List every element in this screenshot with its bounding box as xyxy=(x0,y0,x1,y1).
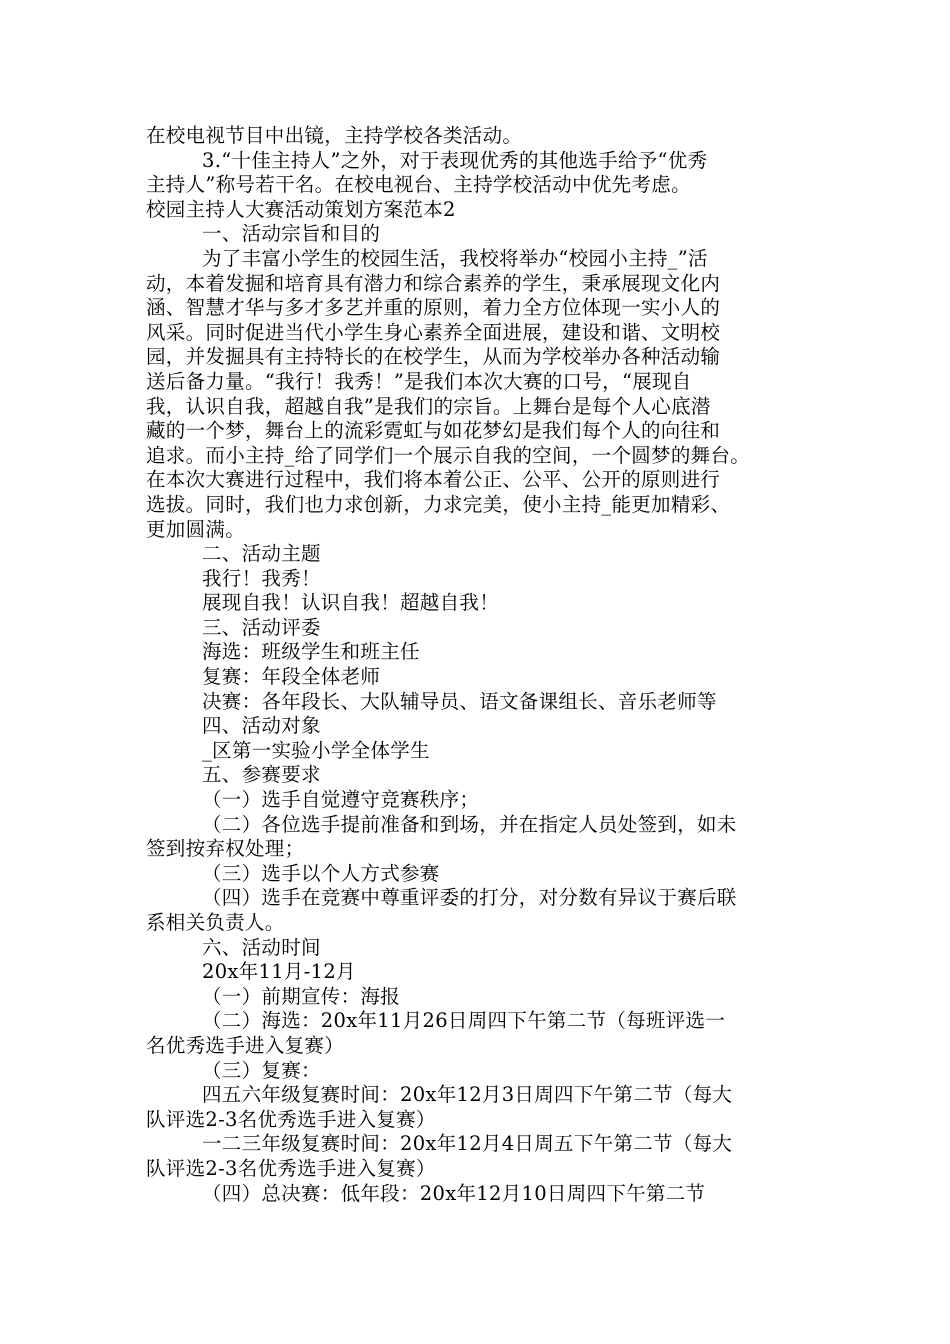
text-line: 队评选2-3名优秀选手进入复赛） xyxy=(146,1107,436,1131)
text-line: 复赛：年段全体老师 xyxy=(202,665,381,689)
text-line: 在校电视节目中出镜，主持学校各类活动。 xyxy=(146,124,523,147)
text-line: 队评选2-3名优秀选手进入复赛） xyxy=(146,1156,436,1180)
text-line: 追求。而小主持_给了同学们一个展示自我的空间，一个圆梦的舞台。 xyxy=(146,443,751,467)
text-line: 动，本着发掘和培育具有潜力和综合素养的学生，秉承展现文化内 xyxy=(146,271,721,295)
text-line: 五、参赛要求 xyxy=(202,763,321,787)
text-line: 名优秀选手进入复赛） xyxy=(146,1033,345,1057)
text-line: 在本次大赛进行过程中，我们将本着公正、公平、公开的原则进行 xyxy=(146,468,721,492)
text-line: _区第一实验小学全体学生 xyxy=(202,738,430,762)
text-line: （一）前期宣传：海报 xyxy=(202,984,401,1008)
text-line: 三、活动评委 xyxy=(202,615,321,639)
text-line: 20x年11月-12月 xyxy=(202,960,356,984)
text-line: 校园主持人大赛活动策划方案范本2 xyxy=(146,197,456,221)
text-line: 送后备力量。“我行！我秀！”是我们本次大赛的口号，“展现自 xyxy=(146,369,692,393)
text-line: 藏的一个梦，舞台上的流彩霓虹与如花梦幻是我们每个人的向往和 xyxy=(146,419,721,443)
text-line: 一、活动宗旨和目的 xyxy=(202,222,381,246)
text-line: （二）各位选手提前准备和到场，并在指定人员处签到，如未 xyxy=(202,812,737,836)
document-body xyxy=(146,124,826,1206)
text-line: 主持人”称号若干名。在校电视台、主持学校活动中优先考虑。 xyxy=(146,173,691,197)
text-line: 四、活动对象 xyxy=(202,714,321,738)
text-line: 风采。同时促进当代小学生身心素养全面进展，建设和谐、文明校 xyxy=(146,320,721,344)
text-line: 涵、智慧才华与多才多艺并重的原则，着力全方位体现一实小人的 xyxy=(146,296,721,320)
text-line: 签到按弃权处理； xyxy=(146,837,305,861)
text-line: 决赛：各年段长、大队辅导员、语文备课组长、音乐老师等 xyxy=(202,689,717,713)
text-line: 六、活动时间 xyxy=(202,935,321,959)
text-line: 3.“十佳主持人”之外，对于表现优秀的其他选手给予“优秀 xyxy=(202,148,708,172)
text-line: （二）海选：20x年11月26日周四下午第二节（每班评选一 xyxy=(202,1009,726,1033)
text-line: 展现自我！认识自我！超越自我！ xyxy=(202,591,500,615)
text-line: 更加圆满。 xyxy=(146,517,246,541)
text-line: （四）选手在竞赛中尊重评委的打分，对分数有异议于赛后联 xyxy=(202,886,737,910)
text-line: 二、活动主题 xyxy=(202,542,321,566)
text-line: （一）选手自觉遵守竞赛秩序； xyxy=(202,788,480,812)
text-line: 系相关负责人。 xyxy=(146,911,285,934)
text-line: 我，认识自我，超越自我”是我们的宗旨。上舞台是每个人心底潜 xyxy=(146,394,711,418)
text-line: 一二三年级复赛时间：20x年12月4日周五下午第二节（每大 xyxy=(202,1132,733,1156)
text-line: 为了丰富小学生的校园生活，我校将举办“校园小主持_”活 xyxy=(202,246,708,270)
text-line: 四五六年级复赛时间：20x年12月3日周四下午第二节（每大 xyxy=(202,1083,733,1107)
text-line: （三）选手以个人方式参赛 xyxy=(202,861,440,885)
text-line: 选拔。同时，我们也力求创新，力求完美，使小主持_能更加精彩、 xyxy=(146,492,731,516)
text-line: （三）复赛： xyxy=(202,1058,321,1082)
text-line: 海选：班级学生和班主任 xyxy=(202,640,420,664)
text-line: 我行！我秀！ xyxy=(202,566,321,590)
text-line: 园，并发掘具有主持特长的在校学生，从而为学校举办各种活动输 xyxy=(146,345,721,369)
text-line: （四）总决赛：低年段：20x年12月10日周四下午第二节 xyxy=(202,1181,706,1205)
